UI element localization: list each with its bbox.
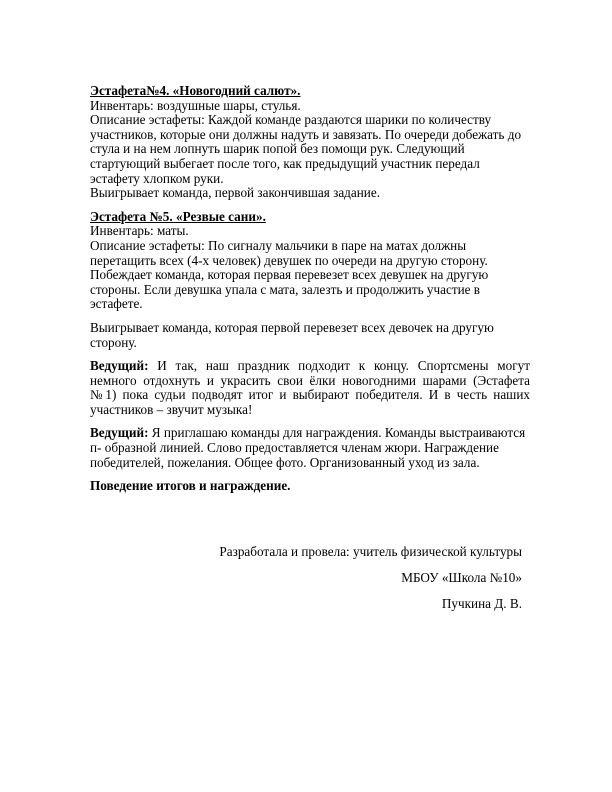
relay5-rule: Побеждает команда, которая первая перевезет всех девушек на другую стороны. Если девушка упала с мата, залезть и продолжить участие в эстафете. [90, 267, 489, 312]
host-speech-1-text: И так, наш праздник подходит к концу. Спортсмены могут немного отдохнуть и украсить свои ёлки новогодними шарами (Эстафета №1) пока судьи подводят итог и выбирают победителя. И в честь наших участников – звучит музыка! [90, 358, 530, 417]
relay4-winner: Выигрывает команда, первой закончившая задание. [90, 185, 381, 201]
relay5-title: Эстафета №5. «Резвые сани». [90, 208, 266, 224]
relay4-inventory: Инвентарь: воздушные шары, стулья. [90, 97, 301, 113]
host-speech-2 [90, 426, 530, 470]
relay4-title: Эстафета№4. «Новогодний салют». [90, 83, 301, 98]
relay5-description: Описание эстафеты: По сигналу мальчики в паре на матах должны перетащить всех (4-х человек) девушек по очереди на другую сторону. [90, 237, 488, 268]
closing-heading: Поведение итогов и награждение. [90, 478, 291, 494]
relay4-description: Описание эстафеты: Каждой команде раздаются шарики по количеству участников, которые они должны надуть и завязать. По очереди добежать до стула и на нем лопнуть шарик попой без помощи рук. Следующий стартующий выбегает после того, как предыдущий участник передал эстафету хлопком руки. [90, 112, 522, 186]
signature-author: Разработала и провела: учитель физической культуры [219, 544, 522, 559]
signature-school: МБОУ «Школа №10» [401, 570, 522, 585]
relay5-winner: Выигрывает команда, которая первой перевезет всех девочек на другую сторону. [90, 319, 494, 350]
relay5-inventory: Инвентарь: маты. [90, 223, 189, 239]
host-label: Ведущий: [90, 425, 149, 441]
document-body [90, 84, 530, 494]
host-label: Ведущий: [90, 358, 149, 374]
host-speech-1 [90, 359, 530, 417]
host-speech-2-text: Я приглашаю команды для награждения. Команды выстраиваются п- образной линией. Слово предоставляется членам жюри. Награждение победителей, пожелания. Общее фото. Организованный уход из зала. [90, 425, 526, 470]
signature-name: Пучкина Д. В. [441, 596, 522, 611]
